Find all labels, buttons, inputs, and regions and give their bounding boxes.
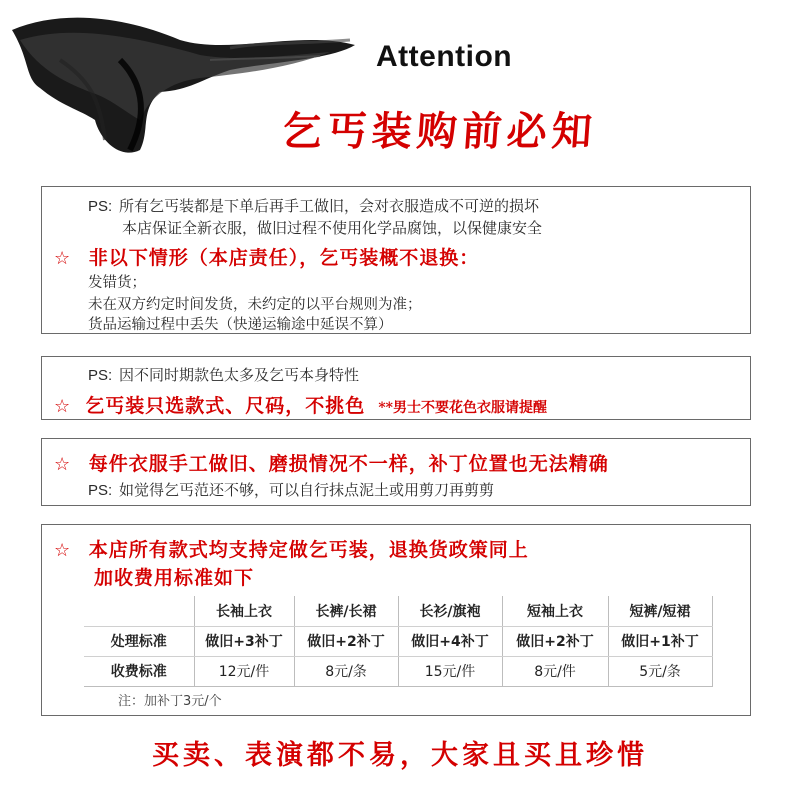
table-cell: 做旧+4补丁 xyxy=(398,626,502,656)
list-item: 货品运输过程中丢失（快递运输途中延误不算） xyxy=(88,317,393,333)
color-policy-box xyxy=(41,356,751,420)
table-cell: 做旧+3补丁 xyxy=(194,626,294,656)
star-outline-icon: ☆ xyxy=(54,454,72,475)
ps-text: 所有乞丐装都是下单后再手工做旧，会对衣服造成不可逆的损坏 xyxy=(118,197,539,215)
table-header-cell: 长裤/长裙 xyxy=(294,596,398,626)
return-policy-box xyxy=(41,186,751,334)
policy-heading: ☆ 非以下情形（本店责任），乞丐装概不退换： xyxy=(54,247,480,269)
table-row xyxy=(84,626,712,656)
table-cell: 做旧+1补丁 xyxy=(608,626,712,656)
table-header-cell xyxy=(84,596,194,626)
table-cell: 12元/件 xyxy=(194,656,294,686)
table-row xyxy=(84,656,712,686)
table-cell: 8元/件 xyxy=(502,656,608,686)
table-cell: 做旧+2补丁 xyxy=(502,626,608,656)
attention-heading: Attention xyxy=(376,40,513,73)
handmade-notice-box xyxy=(41,438,751,506)
list-item: 未在双方约定时间发货，未约定的以平台规则为准； xyxy=(88,297,422,313)
table-header-cell: 长袖上衣 xyxy=(194,596,294,626)
ps-line xyxy=(88,364,359,385)
table-cell: 5元/条 xyxy=(608,656,712,686)
color-heading: ☆ 乞丐装只选款式、尺码，不挑色 **男士不要花色衣服请提醒 xyxy=(54,395,547,417)
color-note: **男士不要花色衣服请提醒 xyxy=(378,400,547,416)
table-header-cell: 短裤/短裙 xyxy=(608,596,712,626)
ps-line xyxy=(88,479,494,500)
ps-text: 如觉得乞丐范还不够，可以自行抹点泥土或用剪刀再剪剪 xyxy=(118,481,494,499)
star-outline-icon: ☆ xyxy=(54,540,72,561)
ps-line-2: 本店保证全新衣服，做旧过程不使用化学品腐蚀，以保健康安全 xyxy=(122,219,543,237)
ps-text: 因不同时期款色太多及乞丐本身特性 xyxy=(118,366,359,384)
fee-table xyxy=(84,596,713,687)
list-item: 发错货； xyxy=(88,275,146,291)
table-header-row xyxy=(84,596,712,626)
footer-slogan: 买卖、表演都不易，大家且买且珍惜 xyxy=(152,740,648,771)
ps-label: PS: xyxy=(88,367,113,384)
page-title: 乞丐装购前必知 xyxy=(280,108,599,155)
table-row-label: 收费标准 xyxy=(84,656,194,686)
table-cell: 做旧+2补丁 xyxy=(294,626,398,656)
patch-fee-note: 注：加补丁3元/个 xyxy=(118,694,222,709)
custom-heading: ☆ 本店所有款式均支持定做乞丐装，退换货政策同上 xyxy=(54,539,529,561)
table-cell: 15元/件 xyxy=(398,656,502,686)
handmade-heading: ☆ 每件衣服手工做旧、磨损情况不一样，补丁位置也无法精确 xyxy=(54,453,609,475)
table-header-cell: 长衫/旗袍 xyxy=(398,596,502,626)
ps-label: PS: xyxy=(88,482,113,499)
table-cell: 8元/条 xyxy=(294,656,398,686)
table-row-label: 处理标准 xyxy=(84,626,194,656)
table-header-cell: 短袖上衣 xyxy=(502,596,608,626)
star-outline-icon: ☆ xyxy=(54,248,72,269)
ps-label: PS: xyxy=(88,198,113,215)
ps-line-1 xyxy=(88,195,539,216)
star-outline-icon: ☆ xyxy=(54,396,71,417)
custom-subheading: 加收费用标准如下 xyxy=(94,567,255,589)
